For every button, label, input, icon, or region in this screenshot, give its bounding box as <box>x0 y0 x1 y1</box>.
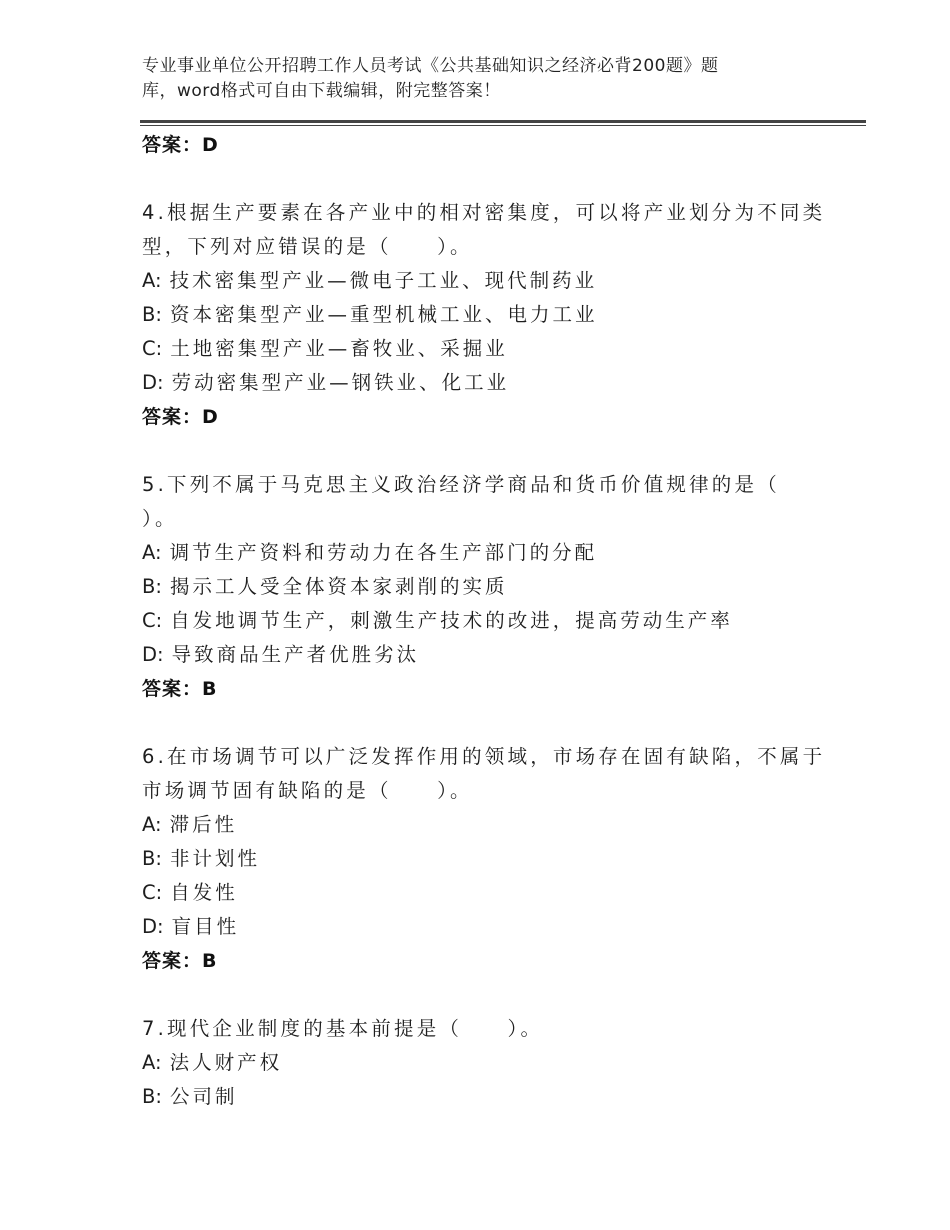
option-key: D: <box>142 643 164 666</box>
document-body <box>142 128 842 1114</box>
option-item <box>142 808 842 842</box>
option-item <box>142 910 842 944</box>
question-block <box>142 740 842 978</box>
option-item <box>142 332 842 366</box>
question-text: 5.下列不属于马克思主义政治经济学商品和货币价值规律的是（ <box>142 473 780 496</box>
option-key: B: <box>142 303 162 326</box>
option-item <box>142 604 842 638</box>
answer-line: 答案：B <box>142 950 218 972</box>
option-item <box>142 536 842 570</box>
question-text: ）。 <box>142 507 178 530</box>
option-text: 滞后性 <box>169 813 238 836</box>
option-item <box>142 1046 842 1080</box>
question-block <box>142 1012 842 1114</box>
page-header <box>142 54 782 104</box>
question-text: 型，下列对应错误的是（ ）。 <box>142 235 473 258</box>
question-text: 市场调节固有缺陷的是（ ）。 <box>142 779 473 802</box>
option-text: 调节生产资料和劳动力在各生产部门的分配 <box>169 541 598 564</box>
option-text: 技术密集型产业—微电子工业、现代制药业 <box>169 269 598 292</box>
option-text: 非计划性 <box>169 847 260 870</box>
option-text: 土地密集型产业—畜牧业、采掘业 <box>170 337 508 360</box>
option-key: D: <box>142 371 164 394</box>
option-text: 法人财产权 <box>169 1051 283 1074</box>
option-item <box>142 298 842 332</box>
question-text: 4.根据生产要素在各产业中的相对密集度，可以将产业划分为不同类 <box>142 201 826 224</box>
option-item <box>142 366 842 400</box>
header-line-2: 库，word格式可自由下载编辑，附完整答案！ <box>142 81 501 101</box>
option-item <box>142 1080 842 1114</box>
option-key: C: <box>142 881 163 904</box>
option-text: 资本密集型产业—重型机械工业、电力工业 <box>169 303 598 326</box>
option-key: D: <box>142 915 164 938</box>
option-key: C: <box>142 337 163 360</box>
option-item <box>142 876 842 910</box>
option-text: 盲目性 <box>171 915 240 938</box>
question-block <box>142 468 842 706</box>
option-item <box>142 638 842 672</box>
question-block <box>142 196 842 434</box>
option-key: A: <box>142 269 162 292</box>
answer-line: 答案：D <box>142 406 219 428</box>
option-text: 自发性 <box>170 881 238 904</box>
option-item <box>142 570 842 604</box>
option-item <box>142 842 842 876</box>
option-item <box>142 264 842 298</box>
option-key: B: <box>142 1085 162 1108</box>
option-text: 导致商品生产者优胜劣汰 <box>171 643 420 666</box>
option-key: B: <box>142 575 162 598</box>
option-text: 公司制 <box>169 1085 238 1108</box>
option-key: A: <box>142 1051 162 1074</box>
option-key: C: <box>142 609 163 632</box>
answer-line: 答案：D <box>142 134 219 156</box>
question-text: 7.现代企业制度的基本前提是（ ）。 <box>142 1017 544 1040</box>
option-key: A: <box>142 541 162 564</box>
answer-line: 答案：B <box>142 678 218 700</box>
option-text: 劳动密集型产业—钢铁业、化工业 <box>171 371 510 394</box>
option-key: A: <box>142 813 162 836</box>
option-key: B: <box>142 847 162 870</box>
header-line-1: 专业事业单位公开招聘工作人员考试《公共基础知识之经济必背200题》题 <box>142 56 719 76</box>
option-text: 揭示工人受全体资本家剥削的实质 <box>169 575 508 598</box>
header-rule-thin <box>140 125 866 126</box>
header-rule-thick <box>140 120 866 123</box>
question-text: 6.在市场调节可以广泛发挥作用的领域，市场存在固有缺陷，不属于 <box>142 745 826 768</box>
option-text: 自发地调节生产，刺激生产技术的改进，提高劳动生产率 <box>170 609 733 632</box>
